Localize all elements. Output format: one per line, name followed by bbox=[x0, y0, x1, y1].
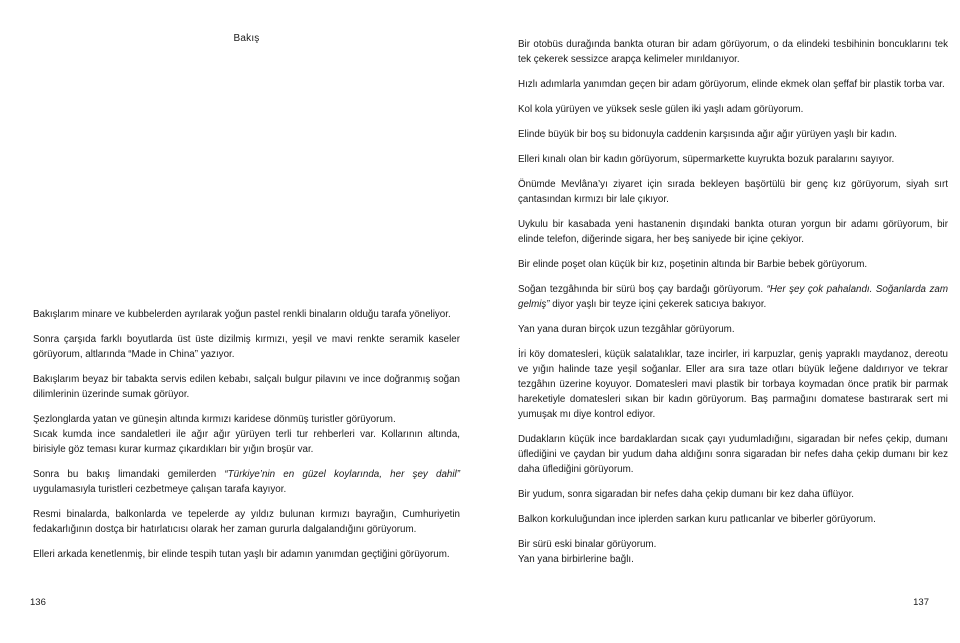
paragraph: Sonra çarşıda farklı boyutlarda üst üste dizilmiş kırmızı, yeşil ve mavi renkte seramik kaseler görüyorum, altlarında “Made in China” yazıyor. bbox=[33, 334, 460, 360]
page-number-right: 137 bbox=[913, 597, 929, 608]
paragraph: Yan yana duran birçok uzun tezgâhlar görüyorum. bbox=[518, 324, 735, 335]
paragraph: Bir sürü eski binalar görüyorum. Yan yana birbirlerine bağlı. bbox=[518, 539, 657, 565]
page-number-left: 136 bbox=[30, 597, 46, 608]
paragraph: Bir otobüs durağında bankta oturan bir adam görüyorum, o da elindeki tesbihinin boncuklarını tek tek çekerek sessizce arapça kelimeler mırıldanıyor. bbox=[518, 39, 948, 65]
paragraph: Bakışlarım beyaz bir tabakta servis edilen kebabı, salçalı bulgur pilavını ve ince doğranmış soğan dilimlerinin üzerinde sumak görüyor. bbox=[33, 374, 460, 400]
left-page-body bbox=[33, 307, 460, 562]
paragraph: İri köy domatesleri, küçük salatalıklar, taze incirler, iri karpuzlar, geniş yapraklı maydanoz, dereotu ve yığın halinde taze yeşil soğanlar. Eller ara sıra taze otları büyük leğene daldırıyor ve tekrar tezgâhın üzerine koyuyor. Domatesleri mavi plastik bir torbaya koymadan önce pratik bir parmak hareketiyle domatesleri sıkan bir kadın görüyorum. Baş parmağını domatese bastırarak sert mi yumuşak mı diye kontrol ediyor. bbox=[518, 349, 948, 420]
italic-quote: “Her şey çok pahalandı. Soğanlarda zam gelmiş” bbox=[518, 284, 948, 310]
paragraph: Kol kola yürüyen ve yüksek sesle gülen iki yaşlı adam görüyorum. bbox=[518, 104, 804, 115]
paragraph: Hızlı adımlarla yanımdan geçen bir adam görüyorum, elinde ekmek olan şeffaf bir plastik torba var. bbox=[518, 79, 945, 90]
paragraph: Soğan tezgâhında bir sürü boş çay bardağı görüyorum. “Her şey çok pahalandı. Soğanlarda zam gelmiş” diyor yaşlı bir teyze içini çekerek satıcıya bakıyor. bbox=[518, 284, 948, 310]
paragraph: Elleri arkada kenetlenmiş, bir elinde tespih tutan yaşlı bir adamın yanımdan geçtiğini görüyorum. bbox=[33, 549, 450, 560]
paragraph: Sonra bu bakış limandaki gemilerden “Türkiye’nin en güzel koylarında, her şey dahil” uygulamasıyla turistleri cezbetmeye çalışan tarafa kayıyor. bbox=[33, 469, 460, 495]
paragraph: Önümde Mevlâna’yı ziyaret için sırada bekleyen başörtülü bir genç kız görüyorum, siyah sırt çantasından kırmızı bir lale çıkıyor. bbox=[518, 179, 948, 205]
paragraph: Balkon korkuluğundan ince iplerden sarkan kuru patlıcanlar ve biberler görüyorum. bbox=[518, 514, 876, 525]
italic-quote: “Türkiye’nin en güzel koylarında, her şey dahil” bbox=[224, 469, 460, 480]
paragraph: Uykulu bir kasabada yeni hastanenin dışındaki bankta oturan yorgun bir adamı görüyorum, bir elinde telefon, diğerinde sigara, her beş saniyede bir içine çekiyor. bbox=[518, 219, 948, 245]
paragraph: Şezlonglarda yatan ve güneşin altında kırmızı karidese dönmüş turistler görüyorum. Sıcak kumda ince sandaletleri ile ağır ağır yürüyen terli tur rehberleri var. Kollarının altında, birisiyle göz teması kurar kurmaz çıkardıkları bir yığın broşür var. bbox=[33, 414, 460, 455]
paragraph: Bir yudum, sonra sigaradan bir nefes daha çekip dumanı bir kez daha üflüyor. bbox=[518, 489, 855, 500]
paragraph: Elleri kınalı olan bir kadın görüyorum, süpermarkette kuyrukta bozuk paralarını sayıyor. bbox=[518, 154, 895, 165]
paragraph: Elinde büyük bir boş su bidonuyla caddenin karşısında ağır ağır yürüyen yaşlı bir kadın. bbox=[518, 129, 898, 140]
paragraph: Resmi binalarda, balkonlarda ve tepelerde ay yıldız bulunan kırmızı bayrağın, Cumhuriyetin fedakarlığının dostça bir hatırlatıcısı olarak her zaman gururla dalgalandığını görüyorum. bbox=[33, 509, 460, 535]
paragraph: Bir elinde poşet olan küçük bir kız, poşetinin altında bir Barbie bebek görüyorum. bbox=[518, 259, 868, 270]
paragraph: Bakışlarım minare ve kubbelerden ayrılarak yoğun pastel renkli binaların olduğu tarafa yöneliyor. bbox=[33, 309, 451, 320]
paragraph: Dudakların küçük ince bardaklardan sıcak çayı yudumladığını, sigaradan bir nefes çekip, dumanı üflediğini ve çaydan bir yudum daha aldığını sonra sigaradan bir nefes daha çekip dumanı bir kez daha üflediğini görüyorum. bbox=[518, 434, 948, 475]
right-page-body bbox=[518, 37, 948, 567]
chapter-title: Bakış bbox=[233, 33, 260, 44]
